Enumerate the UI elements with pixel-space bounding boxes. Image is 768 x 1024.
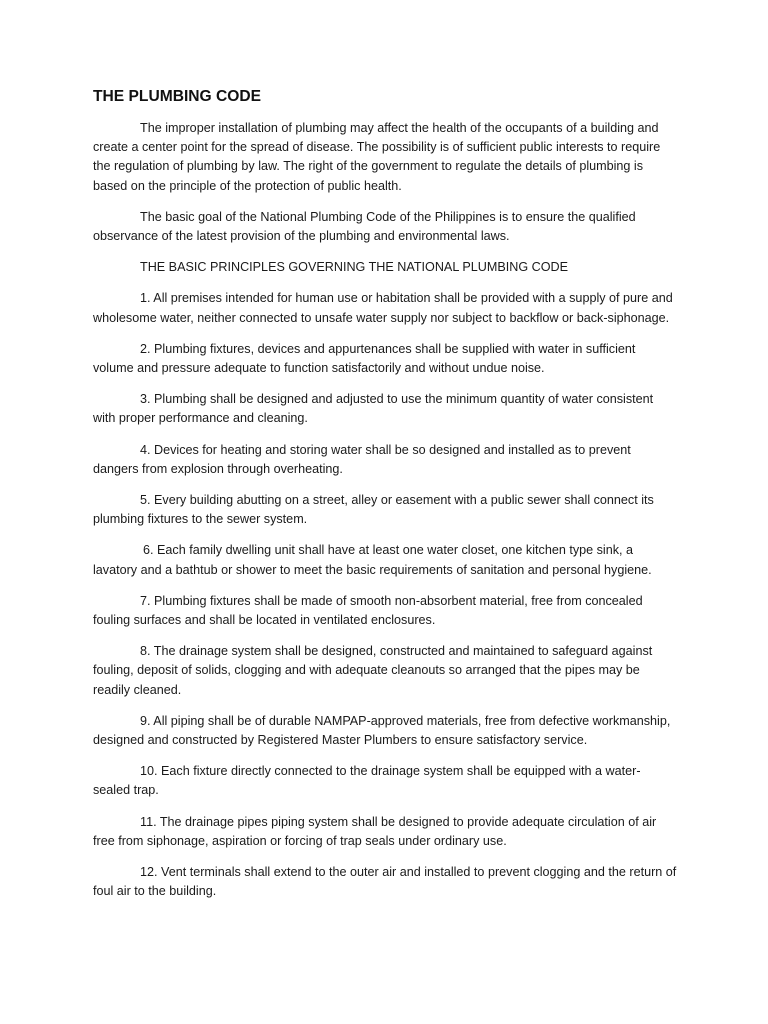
- document-page: [93, 86, 677, 914]
- principle-2: 2. Plumbing fixtures, devices and appurtenances shall be supplied with water in sufficient volume and pressure adequate to function satisfactorily and without undue noise.: [93, 341, 636, 376]
- principle-12: 12. Vent terminals shall extend to the outer air and installed to prevent clogging and the return of foul air to the building.: [93, 865, 677, 899]
- intro-paragraph-2: The basic goal of the National Plumbing Code of the Philippines is to ensure the qualified observance of the latest provision of the plumbing and environmental laws.: [93, 209, 636, 244]
- principle-1: 1. All premises intended for human use or habitation shall be provided with a supply of pure and wholesome water, neither connected to unsafe water supply nor subject to backflow or back-siphonage.: [93, 291, 673, 325]
- principle-11: 11. The drainage pipes piping system shall be designed to provide adequate circulation of air free from siphonage, aspiration or forcing of trap seals under ordinary use.: [93, 814, 657, 848]
- principle-4: 4. Devices for heating and storing water shall be so designed and installed as to prevent dangers from explosion through overheating.: [93, 442, 631, 476]
- principle-8: 8. The drainage system shall be designed, constructed and maintained to safeguard against fouling, deposit of solids, clogging and with adequate cleanouts so arranged that the pipes may be readily cleaned.: [93, 644, 653, 697]
- document-title: THE PLUMBING CODE: [93, 88, 262, 105]
- principle-6: 6. Each family dwelling unit shall have at least one water closet, one kitchen type sink, a lavatory and a bathtub or shower to meet the basic requirements of sanitation and personal hygiene.: [93, 543, 652, 577]
- intro-paragraph-1: The improper installation of plumbing may affect the health of the occupants of a building and create a center point for the spread of disease. The possibility is of sufficient public interests to require the regulation of plumbing by law. The right of the government to regulate the details of plumbing is based on the principle of the protection of public health.: [93, 121, 661, 193]
- principle-9: 9. All piping shall be of durable NAMPAP-approved materials, free from defective workmanship, designed and constructed by Registered Master Plumbers to ensure satisfactory service.: [93, 713, 671, 748]
- principle-10: 10. Each fixture directly connected to the drainage system shall be equipped with a water-sealed trap.: [93, 764, 641, 798]
- principle-5: 5. Every building abutting on a street, alley or easement with a public sewer shall connect its plumbing fixtures to the sewer system.: [93, 493, 654, 527]
- principle-3: 3. Plumbing shall be designed and adjusted to use the minimum quantity of water consistent with proper performance and cleaning.: [93, 392, 654, 426]
- principle-7: 7. Plumbing fixtures shall be made of smooth non-absorbent material, free from concealed fouling surfaces and shall be located in ventilated enclosures.: [93, 593, 643, 628]
- principles-heading: THE BASIC PRINCIPLES GOVERNING THE NATIONAL PLUMBING CODE: [140, 260, 569, 275]
